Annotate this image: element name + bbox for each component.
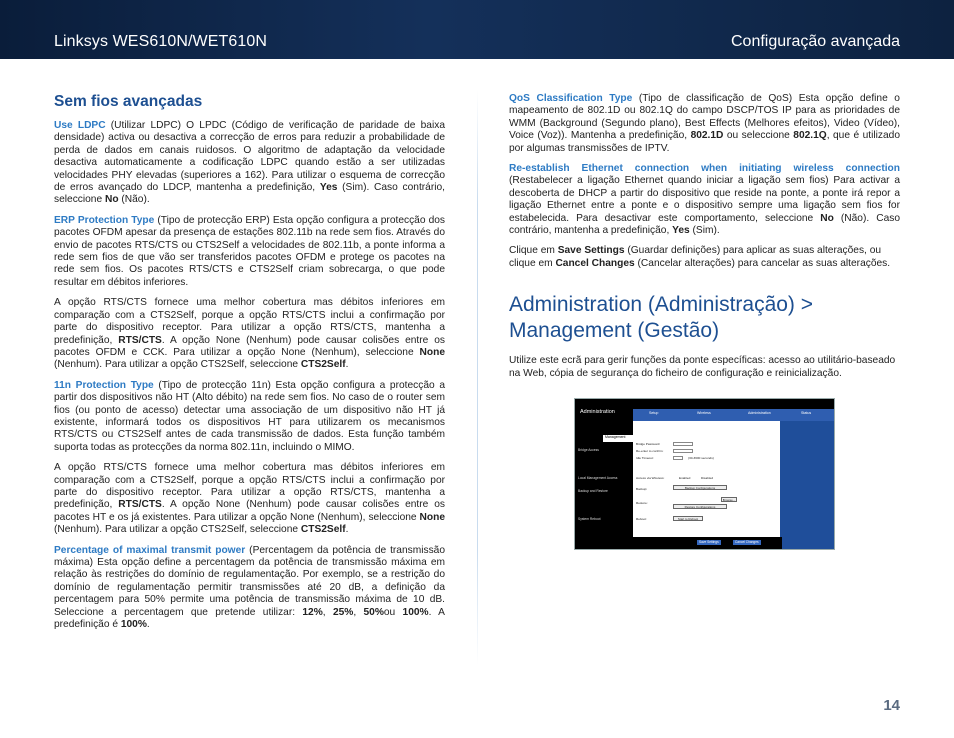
paragraph-use-ldpc: [54, 120, 445, 207]
page-number: 14: [883, 697, 900, 714]
bold-value: None: [419, 346, 445, 358]
chapter-title: Configuração avançada: [730, 33, 900, 50]
label: Idle Timeout:: [636, 456, 654, 460]
screenshot-tabs: [633, 409, 835, 421]
enabled-option: Enabled: [679, 476, 691, 480]
label: Bridge Access: [578, 448, 599, 452]
bold-value: Yes: [672, 225, 690, 237]
bold-value: No: [104, 194, 119, 206]
paragraph-qos: [509, 93, 900, 155]
text: . A opção None (Nenhum) pode causar colisões entre os pacotes OFDM e CCK. Para utilizar a opção None (Nenhum), seleccione: [54, 334, 445, 358]
text: .: [146, 619, 150, 631]
password-box: [673, 442, 693, 446]
label: Access via Wireless:: [636, 476, 665, 480]
bold-value: RTS/CTS: [118, 334, 162, 346]
text: (Tipo de protecção ERP) Esta opção configura a protecção dos pacotes OFDM apesar da presença de estações 802.11b na rede sem fios. Através do envio de pacotes RTS/CTS ou CTS2Self a velocidades de 802.11b, a ponte informa a rede sem fios de que vão ser transferidos pacotes OFDM e protege os pacotes na rede sem fios. Os pacotes RTS/CTS e CTS2Self criam sobrecarga, o que pode resultar em débitos inferiores.: [54, 214, 445, 288]
screenshot-bottombar: [633, 537, 782, 549]
bold-value: None: [419, 511, 445, 523]
label: System Reboot: [578, 517, 601, 521]
term-erp: ERP Protection Type: [54, 214, 155, 226]
term-percentage: Percentage of maximal transmit power: [54, 544, 246, 556]
left-column: [54, 93, 445, 639]
screenshot-section: Management: [603, 435, 633, 442]
paragraph-erp: [54, 215, 445, 289]
paragraph-percentage: [54, 545, 445, 632]
bold-value: 12%: [302, 606, 323, 618]
timeout-box: [673, 456, 683, 460]
text: (Guardar definições) para aplicar as suas alterações, ou clique em: [509, 245, 882, 269]
right-column: [509, 93, 900, 388]
label: Bridge Password:: [636, 442, 661, 446]
text: . A predefinição é: [54, 606, 445, 631]
bold-value: Save Settings: [557, 245, 625, 257]
screenshot-sidebar: [575, 421, 633, 550]
section-title: Sem fios avançadas: [54, 93, 203, 110]
paragraph-intro: Utilize este ecrã para gerir funções da ponte específicas: acesso ao utilitário-baseado na Web, cópia de segurança do ficheiro de configuração e reinicialização.: [509, 355, 896, 379]
bold-value: CTS2Self: [300, 359, 346, 371]
confirm-box: [673, 449, 693, 453]
bold-value: Cancel Changes: [555, 257, 635, 269]
bold-value: CTS2Self: [300, 524, 346, 536]
paragraph-reestablish: [509, 163, 900, 237]
text: (Restabelecer a ligação Ethernet quando iniciar a ligação sem fios) Para activar a descoberta de DHCP a partir do dispositivo que reside na ponte, a ponte irá repor a ligação Ethernet entre a ponte e o dispositivo sempre uma ligação sem fios for estabelecida. Para desactivar este comportamento, seleccione: [509, 175, 900, 224]
text: ,: [322, 606, 333, 618]
text: .: [345, 359, 349, 371]
bold-value: 802.1Q: [793, 130, 827, 142]
text: (Nenhum). Para utilizar a opção CTS2Self, seleccione: [54, 359, 301, 371]
term-use-ldpc: Use LDPC: [54, 120, 106, 131]
browse-button: Browse...: [722, 498, 736, 502]
bold-value: RTS/CTS: [118, 499, 162, 511]
text: ,: [353, 606, 364, 618]
save-settings-button: Save Settings: [699, 540, 719, 544]
text: (Sim). Caso contrário, seleccione: [54, 182, 445, 206]
term-reestablish: Re-establish Ethernet connection when initiating wireless connection: [509, 163, 900, 175]
text: ou: [383, 606, 403, 618]
tab-setup: Setup: [649, 411, 659, 415]
term-11n: 11n Protection Type: [54, 379, 154, 391]
label: Reboot:: [636, 517, 647, 521]
text: (Utilizar LDPC) O LPDC (Código de verificação de paridade de baixa densidade) activa ou desactiva a correcção de erros para reduzir a probabilidade de perda de dados em canais ruidosos. O algoritmo de adaptação da velocidade desactiva automaticamente a codificação LDPC quando estão a ser utilizadas velocidades PHY elevadas (superiores a 162). Para utilizar o esquema de correcção de erros avançado do LDCP, mantenha a predefinição,: [54, 120, 445, 194]
text: (Não). Caso contrário, mantenha a predefinição,: [509, 212, 900, 237]
label: Backup:: [636, 487, 648, 491]
tab-status: Status: [801, 411, 812, 415]
paragraph-save: [509, 245, 900, 270]
label: Re-enter to confirm:: [636, 449, 664, 453]
text: . A opção None (Nenhum) pode causar colisões entre os pacotes HT e os já existentes. Para utilizar a opção None (Nenhum), seleccione: [54, 499, 445, 523]
label: Restore:: [636, 501, 648, 505]
management-screenshot: [574, 398, 835, 550]
screenshot-title: Administration: [580, 409, 615, 415]
backup-button: Backup Configurations: [673, 485, 727, 490]
label: Local Management Access: [578, 476, 618, 480]
text: ou seleccione: [723, 130, 794, 142]
bold-value: 100%: [120, 619, 147, 631]
paragraph-11n-note: [54, 462, 445, 536]
text: , que é utilizado por algumas transmissões de IPTV.: [509, 130, 900, 154]
text: (Não).: [118, 194, 150, 206]
product-title: Linksys WES610N/WET610N: [54, 33, 268, 50]
restore-button: Restore Configurations: [673, 504, 727, 509]
reboot-button: Start to Reboot: [673, 516, 703, 521]
label: Backup and Restore: [578, 489, 608, 493]
cancel-changes-button: Cancel Changes: [735, 540, 759, 544]
screenshot-main: [633, 421, 782, 539]
bold-value: 25%: [332, 606, 354, 618]
text: (Percentagem da potência de transmissão máxima) Esta opção define a percentagem da potência de transmissão máxima em relação às restrições do domínio de regulamentação. Por exemplo, se a restrição do domínio de regulamentação permitir transmissões até 20 dB, a definição da percentagem para 50% permite uma potência de transmissão máxima de 10 dB. Seleccione a percentagem que pretende utilizar:: [54, 544, 445, 618]
text: A opção RTS/CTS fornece uma melhor cobertura mas débitos inferiores em comparação com a CTS2Self, porque a opção RTS/CTS inclui a confirmação por parte do dispositivo receptor. Para utilizar a opção RTS/CTS, mantenha a predefinição,: [54, 297, 445, 346]
text: .: [345, 524, 349, 536]
tab-administration: Administration: [748, 411, 771, 415]
text: (Tipo de protecção 11n) Esta opção configura a protecção a partir dos dispositivos não HT (Alto débito) na rede sem fios. No caso de o router sem fios (ou ponto de acesso) detectar uma associação de um dispositivo não HT já existente, informará todos os dispositivos HT para utilizarem os mecanismos RTS/CTS ou CTS2Self antes de cada transmissão de dados. Esta função também suporta todas as protecções da norma 802.11n, incluindo o MIMO.: [54, 379, 445, 453]
text: A opção RTS/CTS fornece uma melhor cobertura mas débitos inferiores em comparação com a CTS2Self, porque a opção RTS/CTS inclui a confirmação por parte do dispositivo receptor. Para utilizar a opção RTS/CTS, mantenha a predefinição,: [54, 462, 445, 511]
text: (Sim).: [689, 225, 720, 237]
column-divider: [477, 90, 478, 665]
paragraph-11n: [54, 380, 445, 454]
page-header: [0, 0, 954, 59]
chapter-heading: Administration (Administração) > Management (Gestão): [509, 293, 814, 343]
bold-value: 100%: [402, 606, 429, 618]
paragraph-erp-note: [54, 297, 445, 371]
text: (Cancelar alterações) para cancelar as suas alterações.: [634, 257, 891, 269]
bold-value: 50%: [363, 606, 384, 618]
tab-wireless: Wireless: [697, 411, 711, 415]
hint: (30-3600 seconds): [688, 456, 714, 460]
term-qos: QoS Classification Type: [509, 93, 633, 104]
bold-value: 802.1D: [690, 130, 724, 142]
text: Clique em: [509, 245, 558, 257]
bold-value: No: [820, 212, 834, 224]
screenshot-rightbar: [780, 421, 834, 550]
text: (Tipo de classificação de QoS) Esta opção define o mapeamento de 802.1D ou 802.1Q do campo DSCP/TOS IP para as prioridades de WMM (Background (Segundo plano), Best Effects (Melhores efeitos), Video (Vídeo), Voice (Voz)). Mantenha a predefinição,: [509, 93, 900, 142]
disabled-option: Disabled: [701, 476, 714, 480]
bold-value: Yes: [319, 182, 338, 194]
text: (Nenhum). Para utilizar a opção CTS2Self, seleccione: [54, 524, 301, 536]
